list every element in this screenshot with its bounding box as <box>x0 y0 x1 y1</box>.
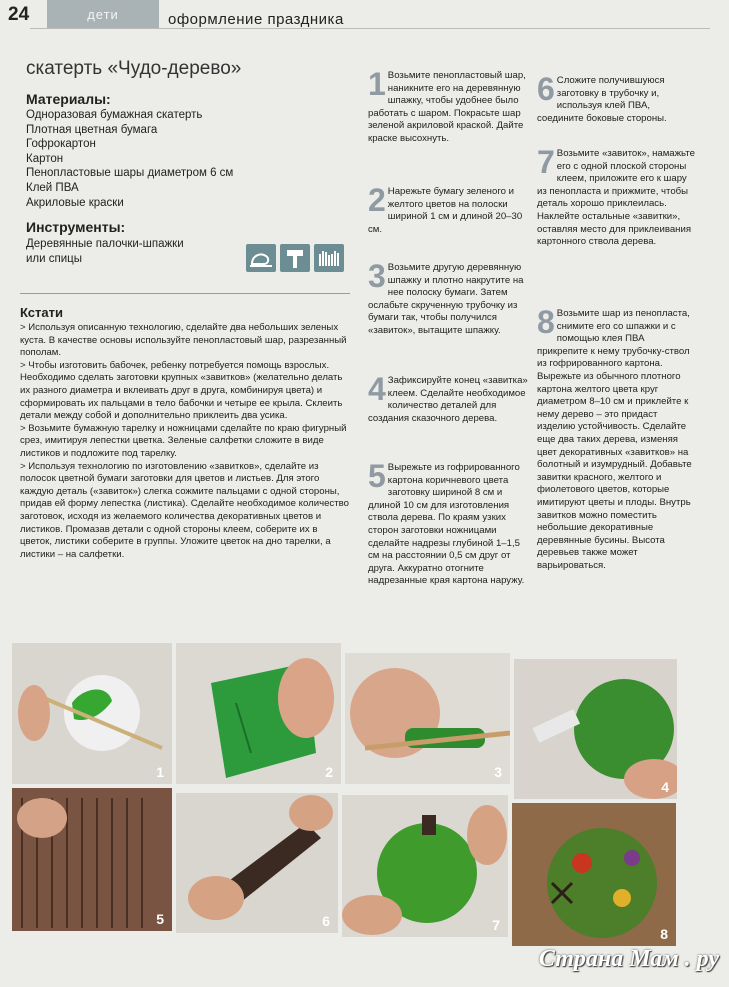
watermark: Страна Мам . ру <box>538 946 719 972</box>
step-text: Возьмите шар из пенопласта, снимите его со шпажки и с помощью клея ПВА прикрепите к нему трубочку-ствол из гофрированного картона. Вырежьте из обычного плотного картона желтого цвета круг диаметром 8–10 см и приклейте к нему дерево – это придаст изделию устойчивость. Сделайте еще два таких дерева, изменяя цвет декоративных «завитков» на болотный и изумрудный. Добавьте завитки красного, желтого и фиолетового цветов, которые имитируют цветы и плоды. Внутрь завитков можно поместить небольшие декоративные деревянные бусины. Высота деревьев также может варьироваться. <box>537 308 692 571</box>
step-4 <box>368 371 528 425</box>
step-number: 4 <box>368 371 386 407</box>
materials-item: Плотная цветная бумага <box>26 123 158 136</box>
photo-number: 3 <box>494 764 502 780</box>
gluing-curl-photo <box>514 659 677 799</box>
cardboard-tube-photo <box>176 793 338 933</box>
kstati-paragraph: > Используя описанную технологию, сделайте два небольших зеленых куста. В качестве основы используйте пенопластовый шар, разрезанный пополам. <box>20 322 347 359</box>
cut-corrugated-cardboard-photo <box>12 788 172 931</box>
step-3 <box>368 258 528 338</box>
photo-number: 1 <box>156 764 164 780</box>
kstati-paragraph: > Используя технологию по изготовлению «завитков», сделайте из полосок цветной бумаги заготовки для цветов и листьев. Для этого каждую деталь («завиток») слегка сожмите пальцами с одной стороны, придав ей форму лепестка (листика). Сделайте необходимое количество заготовок, исходя из желаемого количества декоративных цветов и листиков. Промазав детали с одной стороны клеем, соберите их в цветок, листики соберите в группы. Уложите цветок на дно тарелки, а листики – на салфетки. <box>20 460 349 560</box>
kstati-heading: Кстати <box>20 305 63 320</box>
materials-item: Клей ПВА <box>26 181 79 194</box>
step-number: 7 <box>537 144 555 180</box>
green-paper-strips-photo <box>176 643 341 784</box>
materials-item: Гофрокартон <box>26 138 96 151</box>
step-text: Зафиксируйте конец «завитка» клеем. Сделайте необходимое количество деталей для создания сказочного дерева. <box>368 375 528 424</box>
photo-number: 2 <box>325 764 333 780</box>
tool-icons <box>246 244 344 272</box>
photo-number: 7 <box>492 917 500 933</box>
step-6 <box>537 71 697 125</box>
step-number: 8 <box>537 304 555 340</box>
step-text: Нарежьте бумагу зеленого и желтого цветов на полоски шириной 1 см и длиной 20–30 см. <box>368 186 523 235</box>
kstati-paragraph: > Возьмите бумажную тарелку и ножницами сделайте по краю фигурный срез, имитируя лепестки цветка. Зеленые салфетки сложите в виде листиков и подложите под тарелку. <box>20 422 347 459</box>
trunk-attached-to-ball-photo <box>342 795 508 937</box>
rolling-paper-on-skewer-photo <box>345 653 510 784</box>
materials-item: Картон <box>26 152 64 165</box>
hammer-icon <box>280 244 310 272</box>
photo-number: 8 <box>660 926 668 942</box>
step-number: 1 <box>368 66 386 102</box>
finished-tree-photo <box>512 803 676 946</box>
materials-item: Пенопластовые шары диаметром 6 см <box>26 167 234 180</box>
step-number: 5 <box>368 458 386 494</box>
tools-list <box>26 237 184 266</box>
step-text: Вырежьте из гофрированного картона коричневого цвета заготовку шириной 8 см и длиной 10 см для изготовления ствола дерева. По краям узких сторон заготовки ножницами сделайте надрезы глубиной 1–1,5 см на расстоянии 0,5 см друг от друга. Аккуратно отогните надрезанные края картона наружу. <box>368 462 525 587</box>
materials-item: Одноразовая бумажная скатерть <box>26 109 203 121</box>
materials-heading: Материалы: <box>26 91 111 107</box>
step-2 <box>368 182 528 236</box>
step-number: 3 <box>368 258 386 294</box>
header-divider <box>30 28 710 29</box>
photo-number: 4 <box>661 779 669 795</box>
tools-item: Деревянные палочки-шпажки <box>26 238 184 250</box>
step-1 <box>368 66 528 146</box>
step-text: Сложите получившуюся заготовку в трубочку и, используя клей ПВА, соедините боковые стороны. <box>537 75 667 124</box>
step-text: Возьмите пенопластовый шар, наникните его на деревянную шпажку, чтобы удобнее было работать с шаром. Покрасьте шар зеленой акриловой краской. Дайте краске высохнуть. <box>368 70 526 144</box>
section-title: оформление праздника <box>168 11 344 28</box>
step-5 <box>368 458 528 588</box>
tools-item: или спицы <box>26 252 83 265</box>
green-foam-ball-on-skewer-photo <box>12 643 172 784</box>
photo-number: 6 <box>322 913 330 929</box>
sculpt-icon <box>246 244 276 272</box>
photo-number: 5 <box>156 911 164 927</box>
step-text: Возьмите «завиток», намажьте его с одной плоской стороны клеем, приложите его к шару из пенопласта и прижмите, чтобы деталь хорошо приклеилась. Наклейте остальные «завитки», оставляя место для приклеивания картонного ствола дерева. <box>537 148 695 248</box>
step-7 <box>537 144 697 249</box>
article-title: скатерть «Чудо-дерево» <box>26 58 242 79</box>
kstati-body <box>20 322 350 561</box>
page-number: 24 <box>8 4 30 25</box>
step-text: Возьмите другую деревянную шпажку и плотно накрутите на нее полоску бумаги. Затем ослабьте скрученную трубочку из бумаги так, чтобы получился «завиток», вытащите шпажку. <box>368 262 524 336</box>
kstati-paragraph: > Чтобы изготовить бабочек, ребенку потребуется помощь взрослых. Необходимо сделать заготовки крупных «завитков» (желательно делать их разного диаметра и вклеивать друг в друга, комбинируя цвета) и сформировать их пальцами в тело бабочки и четыре ее крыла. Склеить детали между собой и дополнительно приклеить два усика. <box>20 359 343 422</box>
step-8 <box>537 304 697 572</box>
step-number: 2 <box>368 182 386 218</box>
materials-item: Акриловые краски <box>26 196 124 209</box>
kstati-divider <box>20 293 350 294</box>
materials-list <box>26 108 233 210</box>
section-tab: дети <box>47 0 159 28</box>
tools-heading: Инструменты: <box>26 219 126 235</box>
hands-icon <box>314 244 344 272</box>
step-number: 6 <box>537 71 555 107</box>
